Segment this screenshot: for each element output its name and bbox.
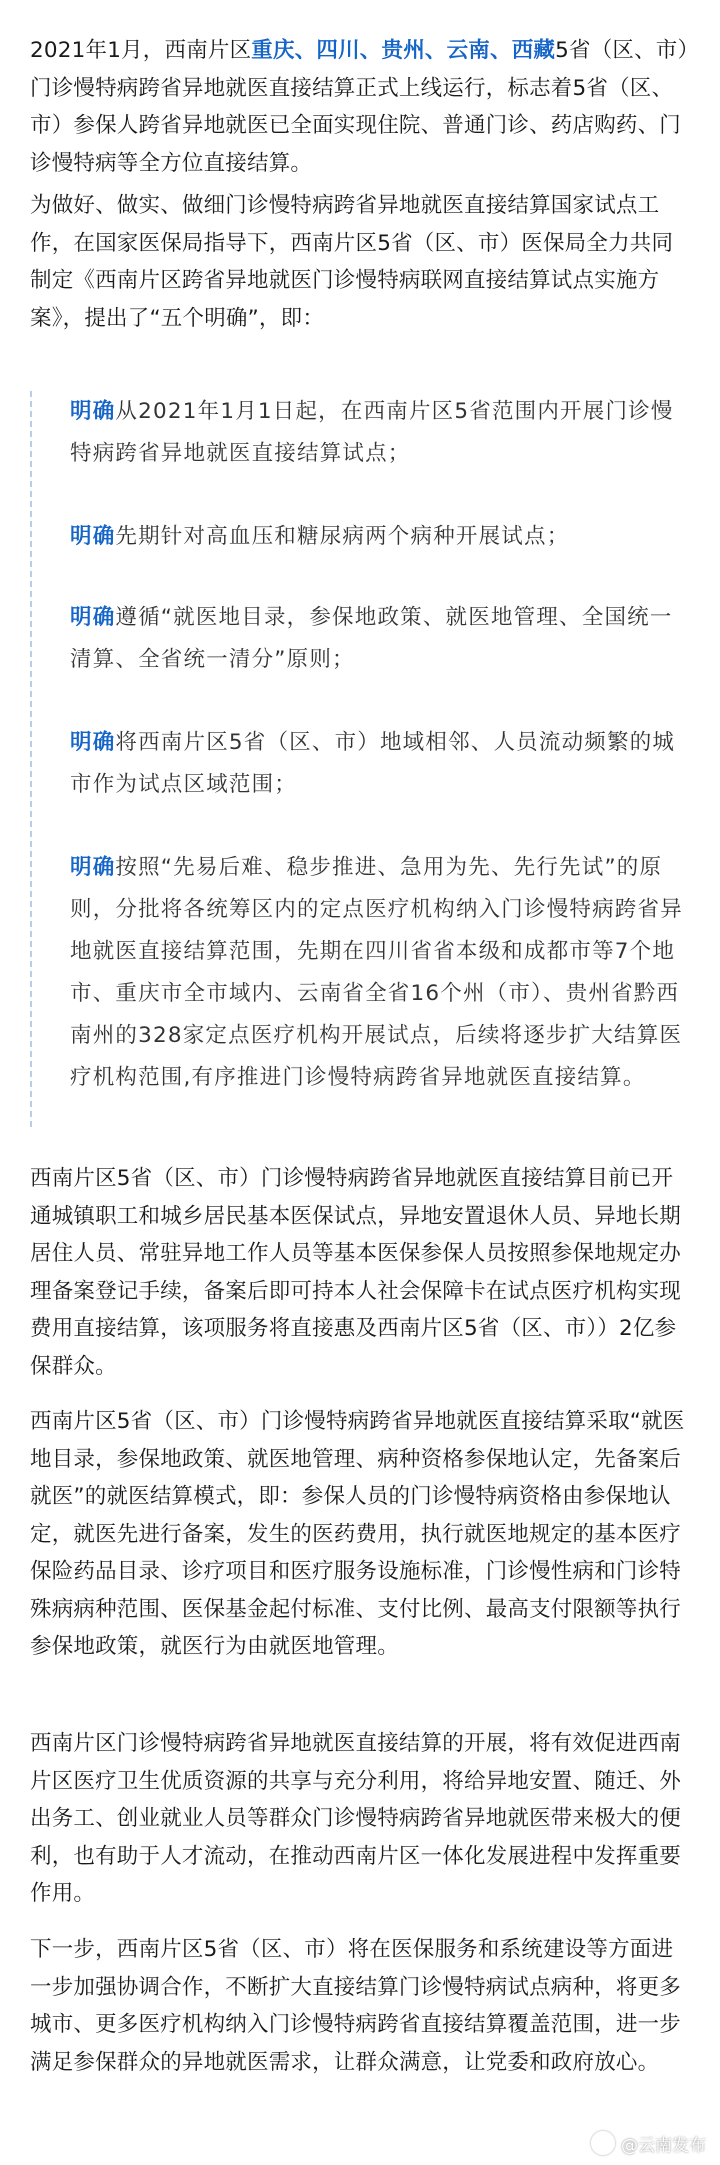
- clarification-text: 先期针对高血压和糖尿病两个病种开展试点；: [115, 524, 570, 549]
- clarification-text: 将西南片区5省（区、市）地域相邻、人员流动频繁的城市作为试点区域范围；: [70, 730, 676, 797]
- settlement-mode-paragraph: 西南片区5省（区、市）门诊慢特病跨省异地就医直接结算采取“就医地目录，参保地政策、就医地管理、病种资格参保地认定，先备案后就医”的就医结算模式，即：参保人员的门诊慢特病资格由参保地认定，就医先进行备案，发生的医药费用，执行就医地规定的基本医疗保险药品目录、诊疗项目和医疗服务设施标准，门诊慢性病和门诊特殊病病种范围、医保基金起付标准、支付比例、最高支付限额等执行参保地政策，就医行为由就医地管理。: [30, 1409, 685, 1659]
- clarification-item: [70, 391, 690, 475]
- next-steps-paragraph: 下一步，西南片区5省（区、市）将在医保服务和系统建设等方面进一步加强协调合作，不断扩大直接结算门诊慢特病试点病种，将更多城市、更多医疗机构纳入门诊慢特病跨省直接结算覆盖范围，进一步满足参保群众的异地就医需求，让群众满意，让党委和政府放心。: [30, 1937, 682, 2075]
- clarification-text: 从2021年1月1日起，在西南片区5省范围内开展门诊慢特病跨省异地就医直接结算试点；: [70, 399, 674, 466]
- clarification-keyword: 明确: [70, 730, 116, 755]
- clarification-item: [70, 847, 690, 1099]
- clarification-keyword: 明确: [70, 524, 116, 549]
- province-names: 重庆、四川、贵州、云南、西藏: [251, 38, 556, 63]
- weibo-logo-icon: [591, 2131, 615, 2155]
- clarification-item: [70, 516, 690, 558]
- plan-paragraph: 为做好、做实、做细门诊慢特病跨省异地就医直接结算国家试点工作，在国家医保局指导下，西南片区5省（区、市）医保局全力共同制定《西南片区跨省异地就医门诊慢特病联网直接结算试点实施方案》，提出了“五个明确”，即：: [30, 193, 674, 331]
- clarification-keyword: 明确: [70, 855, 116, 880]
- benefits-paragraph: 西南片区门诊慢特病跨省异地就医直接结算的开展，将有效促进西南片区医疗卫生优质资源的共享与充分利用，将给异地安置、随迁、外出务工、创业就业人员等群众门诊慢特病跨省异地就医带来极大的便利，也有助于人才流动，在推动西南片区一体化发展进程中发挥重要作用。: [30, 1731, 682, 1906]
- intro-paragraph: [30, 32, 690, 182]
- clarification-item: [70, 722, 690, 806]
- clarification-item: [70, 597, 690, 681]
- clarification-keyword: 明确: [70, 399, 116, 424]
- five-clarifications-list: [30, 391, 692, 1127]
- watermark-text: @云南发布: [621, 2135, 706, 2156]
- intro-part2: 5省（区、市）门诊慢特病跨省异地就医直接结算正式上线运行，标志着5省（区、市）参保人跨省异地就医已全面实现住院、普通门诊、药店购药、门诊慢特病等全方位直接结算。: [30, 38, 689, 176]
- coverage-paragraph: 西南片区5省（区、市）门诊慢特病跨省异地就医直接结算目前已开通城镇职工和城乡居民基本医保试点，异地安置退休人员、异地长期居住人员、常驻异地工作人员等基本医保参保人员按照参保地规定办理备案登记手续，备案后即可持本人社会保障卡在试点医疗机构实现费用直接结算，该项服务将直接惠及西南片区5省（区、市））2亿参保群众。: [30, 1166, 682, 1379]
- clarification-keyword: 明确: [70, 605, 116, 630]
- clarification-text: 遵循“就医地目录，参保地政策、就医地管理、全国统一清算、全省统一清分”原则；: [70, 605, 673, 672]
- clarification-text: 按照“先易后难、稳步推进、急用为先、先行先试”的原则，分批将各统筹区内的定点医疗机构纳入门诊慢特病跨省异地就医直接结算范围，先期在四川省省本级和成都市等7个地市、重庆市全市域内、云南省全省16个州（市）、贵州省黔西南州的328家定点医疗机构开展试点，后续将逐步扩大结算医疗机构范围,有序推进门诊慢特病跨省异地就医直接结算。: [70, 855, 683, 1090]
- watermark: [591, 2129, 706, 2157]
- intro-part1: 2021年1月，西南片区: [30, 38, 252, 63]
